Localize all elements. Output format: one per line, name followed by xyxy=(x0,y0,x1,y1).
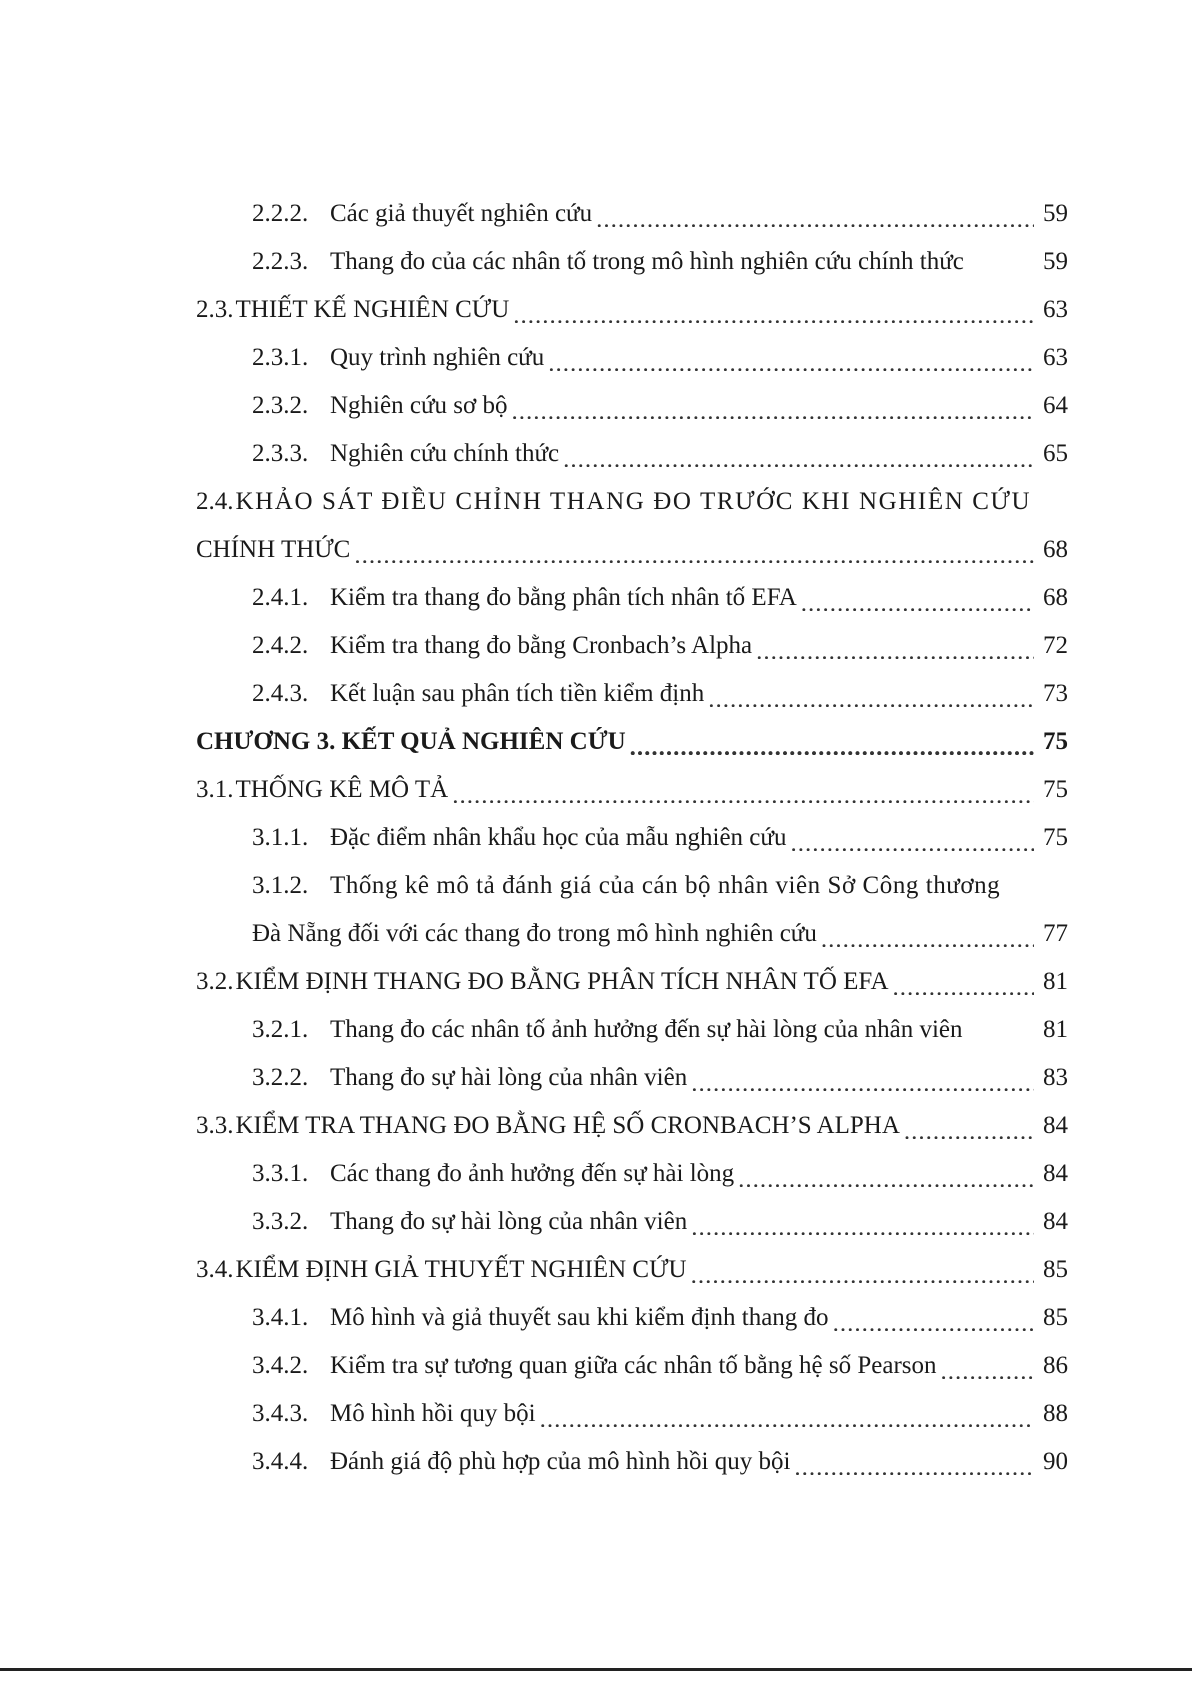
toc-chapter[interactable] xyxy=(196,718,1068,766)
dot-leader xyxy=(904,1125,1034,1139)
toc-entry[interactable] xyxy=(196,1150,1068,1198)
toc-entry[interactable] xyxy=(196,238,1068,286)
toc-title: Kết luận sau phân tích tiền kiểm định xyxy=(330,680,705,707)
toc-title: THỐNG KÊ MÔ TẢ xyxy=(235,776,449,803)
dot-leader xyxy=(548,357,1034,371)
toc-title: Các giả thuyết nghiên cứu xyxy=(330,200,593,227)
toc-page: 75 xyxy=(1043,728,1068,755)
toc-number: 3.4.3. xyxy=(252,1400,309,1427)
toc-number: 2.4.2. xyxy=(252,632,309,659)
toc-number: 3.2. xyxy=(196,968,234,995)
toc-page: 90 xyxy=(1043,1448,1068,1475)
dot-leader xyxy=(821,933,1034,947)
toc-title: Mô hình và giả thuyết sau khi kiểm định thang đo xyxy=(330,1304,829,1331)
toc-number: 2.3.3. xyxy=(252,440,309,467)
toc-title: Thang đo các nhân tố ảnh hưởng đến sự hài lòng của nhân viên xyxy=(330,1016,963,1043)
toc-number: 3.3. xyxy=(196,1112,234,1139)
toc-title: Thang đo sự hài lòng của nhân viên xyxy=(330,1208,688,1235)
dot-leader xyxy=(794,1461,1034,1475)
toc-title: Thang đo của các nhân tố trong mô hình nghiên cứu chính thức xyxy=(330,248,964,275)
toc-number: 3.1.2. xyxy=(252,872,309,899)
toc-entry[interactable] xyxy=(196,1198,1068,1246)
dot-leader xyxy=(790,837,1034,851)
toc-title: THIẾT KẾ NGHIÊN CỨU xyxy=(235,296,510,323)
toc-page: 68 xyxy=(1043,536,1068,563)
toc-title: Nghiên cứu sơ bộ xyxy=(330,392,508,419)
dot-leader xyxy=(563,453,1034,467)
toc-page: 75 xyxy=(1043,824,1068,851)
dot-leader xyxy=(708,693,1034,707)
toc-entry-continued[interactable] xyxy=(196,910,1068,958)
toc-number: 2.3.1. xyxy=(252,344,309,371)
toc-number: 3.3.1. xyxy=(252,1160,309,1187)
toc-title: KIỂM ĐỊNH GIẢ THUYẾT NGHIÊN CỨU xyxy=(235,1256,687,1283)
toc-title: CHƯƠNG 3. KẾT QUẢ NGHIÊN CỨU xyxy=(196,728,626,755)
toc-page: 59 xyxy=(1043,200,1068,227)
table-of-contents xyxy=(196,190,1068,1486)
toc-page: 88 xyxy=(1043,1400,1068,1427)
toc-entry[interactable] xyxy=(196,190,1068,238)
dot-leader xyxy=(354,549,1034,563)
toc-title: KIỂM ĐỊNH THANG ĐO BẰNG PHÂN TÍCH NHÂN TỐ EFA xyxy=(235,968,889,995)
toc-section[interactable] xyxy=(196,286,1068,334)
toc-number: 2.2.2. xyxy=(252,200,309,227)
toc-number: 3.4.4. xyxy=(252,1448,309,1475)
dot-leader xyxy=(596,213,1034,227)
toc-number: 2.3. xyxy=(196,296,234,323)
dot-leader xyxy=(738,1173,1034,1187)
dot-leader xyxy=(801,597,1034,611)
toc-page: 63 xyxy=(1043,344,1068,371)
dot-leader xyxy=(540,1413,1034,1427)
toc-title: KHẢO SÁT ĐIỀU CHỈNH THANG ĐO TRƯỚC KHI NGHIÊN CỨU xyxy=(235,488,1032,515)
dot-leader xyxy=(756,645,1034,659)
toc-page: 59 xyxy=(1043,248,1068,275)
toc-entry[interactable] xyxy=(196,1342,1068,1390)
toc-number: 2.2.3. xyxy=(252,248,309,275)
toc-number: 3.3.2. xyxy=(252,1208,309,1235)
toc-entry[interactable] xyxy=(196,1006,1068,1054)
toc-entry[interactable] xyxy=(196,622,1068,670)
toc-number: 3.2.2. xyxy=(252,1064,309,1091)
toc-title: Các thang đo ảnh hưởng đến sự hài lòng xyxy=(330,1160,735,1187)
toc-number: 3.4.2. xyxy=(252,1352,309,1379)
toc-entry[interactable] xyxy=(196,574,1068,622)
toc-title: Thang đo sự hài lòng của nhân viên xyxy=(330,1064,688,1091)
dot-leader xyxy=(833,1317,1034,1331)
toc-title: Nghiên cứu chính thức xyxy=(330,440,560,467)
toc-entry[interactable] xyxy=(196,1054,1068,1102)
toc-title: Đà Nẵng đối với các thang đo trong mô hình nghiên cứu xyxy=(252,920,817,947)
dot-leader xyxy=(511,405,1034,419)
dot-leader xyxy=(691,1269,1034,1283)
toc-entry[interactable] xyxy=(196,670,1068,718)
toc-page: 72 xyxy=(1043,632,1068,659)
toc-title: Thống kê mô tả đánh giá của cán bộ nhân viên Sở Công thương xyxy=(330,872,1001,899)
toc-section[interactable] xyxy=(196,1102,1068,1150)
toc-page: 85 xyxy=(1043,1304,1068,1331)
toc-page: 77 xyxy=(1043,920,1068,947)
toc-section-continued[interactable] xyxy=(196,526,1068,574)
toc-page: 73 xyxy=(1043,680,1068,707)
toc-title: Kiểm tra thang đo bằng phân tích nhân tố EFA xyxy=(330,584,797,611)
toc-entry[interactable] xyxy=(196,1390,1068,1438)
toc-entry[interactable] xyxy=(196,1294,1068,1342)
toc-number: 3.1. xyxy=(196,776,234,803)
toc-page: 84 xyxy=(1043,1208,1068,1235)
toc-section[interactable] xyxy=(196,1246,1068,1294)
toc-number: 2.4. xyxy=(196,488,234,515)
dot-leader xyxy=(452,789,1034,803)
toc-section[interactable] xyxy=(196,958,1068,1006)
toc-title: KIỂM TRA THANG ĐO BẰNG HỆ SỐ CRONBACH’S ALPHA xyxy=(235,1112,900,1139)
toc-title: Đặc điểm nhân khẩu học của mẫu nghiên cứu xyxy=(330,824,787,851)
toc-page: 85 xyxy=(1043,1256,1068,1283)
dot-leader xyxy=(691,1221,1034,1235)
toc-page: 75 xyxy=(1043,776,1068,803)
toc-page: 83 xyxy=(1043,1064,1068,1091)
dot-leader xyxy=(893,981,1034,995)
toc-entry[interactable] xyxy=(196,1438,1068,1486)
toc-number: 3.4.1. xyxy=(252,1304,309,1331)
toc-number: 3.2.1. xyxy=(252,1016,309,1043)
toc-section[interactable] xyxy=(196,766,1068,814)
toc-page: 81 xyxy=(1043,1016,1068,1043)
toc-number: 3.4. xyxy=(196,1256,234,1283)
toc-title: Kiểm tra sự tương quan giữa các nhân tố bằng hệ số Pearson xyxy=(330,1352,937,1379)
toc-number: 3.1.1. xyxy=(252,824,309,851)
dot-leader xyxy=(691,1077,1034,1091)
toc-page: 68 xyxy=(1043,584,1068,611)
toc-title: Mô hình hồi quy bội xyxy=(330,1400,536,1427)
toc-entry[interactable] xyxy=(196,430,1068,478)
toc-entry[interactable] xyxy=(196,814,1068,862)
toc-entry[interactable] xyxy=(196,334,1068,382)
toc-title: Kiểm tra thang đo bằng Cronbach’s Alpha xyxy=(330,632,753,659)
toc-title: CHÍNH THỨC xyxy=(196,536,351,563)
toc-page: 65 xyxy=(1043,440,1068,467)
toc-page: 84 xyxy=(1043,1112,1068,1139)
toc-title: Quy trình nghiên cứu xyxy=(330,344,545,371)
toc-number: 2.3.2. xyxy=(252,392,309,419)
toc-number: 2.4.3. xyxy=(252,680,309,707)
toc-page: 64 xyxy=(1043,392,1068,419)
dot-leader xyxy=(941,1365,1035,1379)
toc-page: 86 xyxy=(1043,1352,1068,1379)
page-bottom-rule xyxy=(0,1668,1192,1671)
toc-number: 2.4.1. xyxy=(252,584,309,611)
toc-title: Đánh giá độ phù hợp của mô hình hồi quy bội xyxy=(330,1448,791,1475)
toc-page: 84 xyxy=(1043,1160,1068,1187)
toc-entry[interactable] xyxy=(196,382,1068,430)
toc-page: 81 xyxy=(1043,968,1068,995)
dot-leader xyxy=(513,309,1034,323)
toc-page: 63 xyxy=(1043,296,1068,323)
toc-section[interactable] xyxy=(196,478,1068,526)
dot-leader xyxy=(630,741,1034,755)
toc-entry[interactable] xyxy=(196,862,1068,910)
